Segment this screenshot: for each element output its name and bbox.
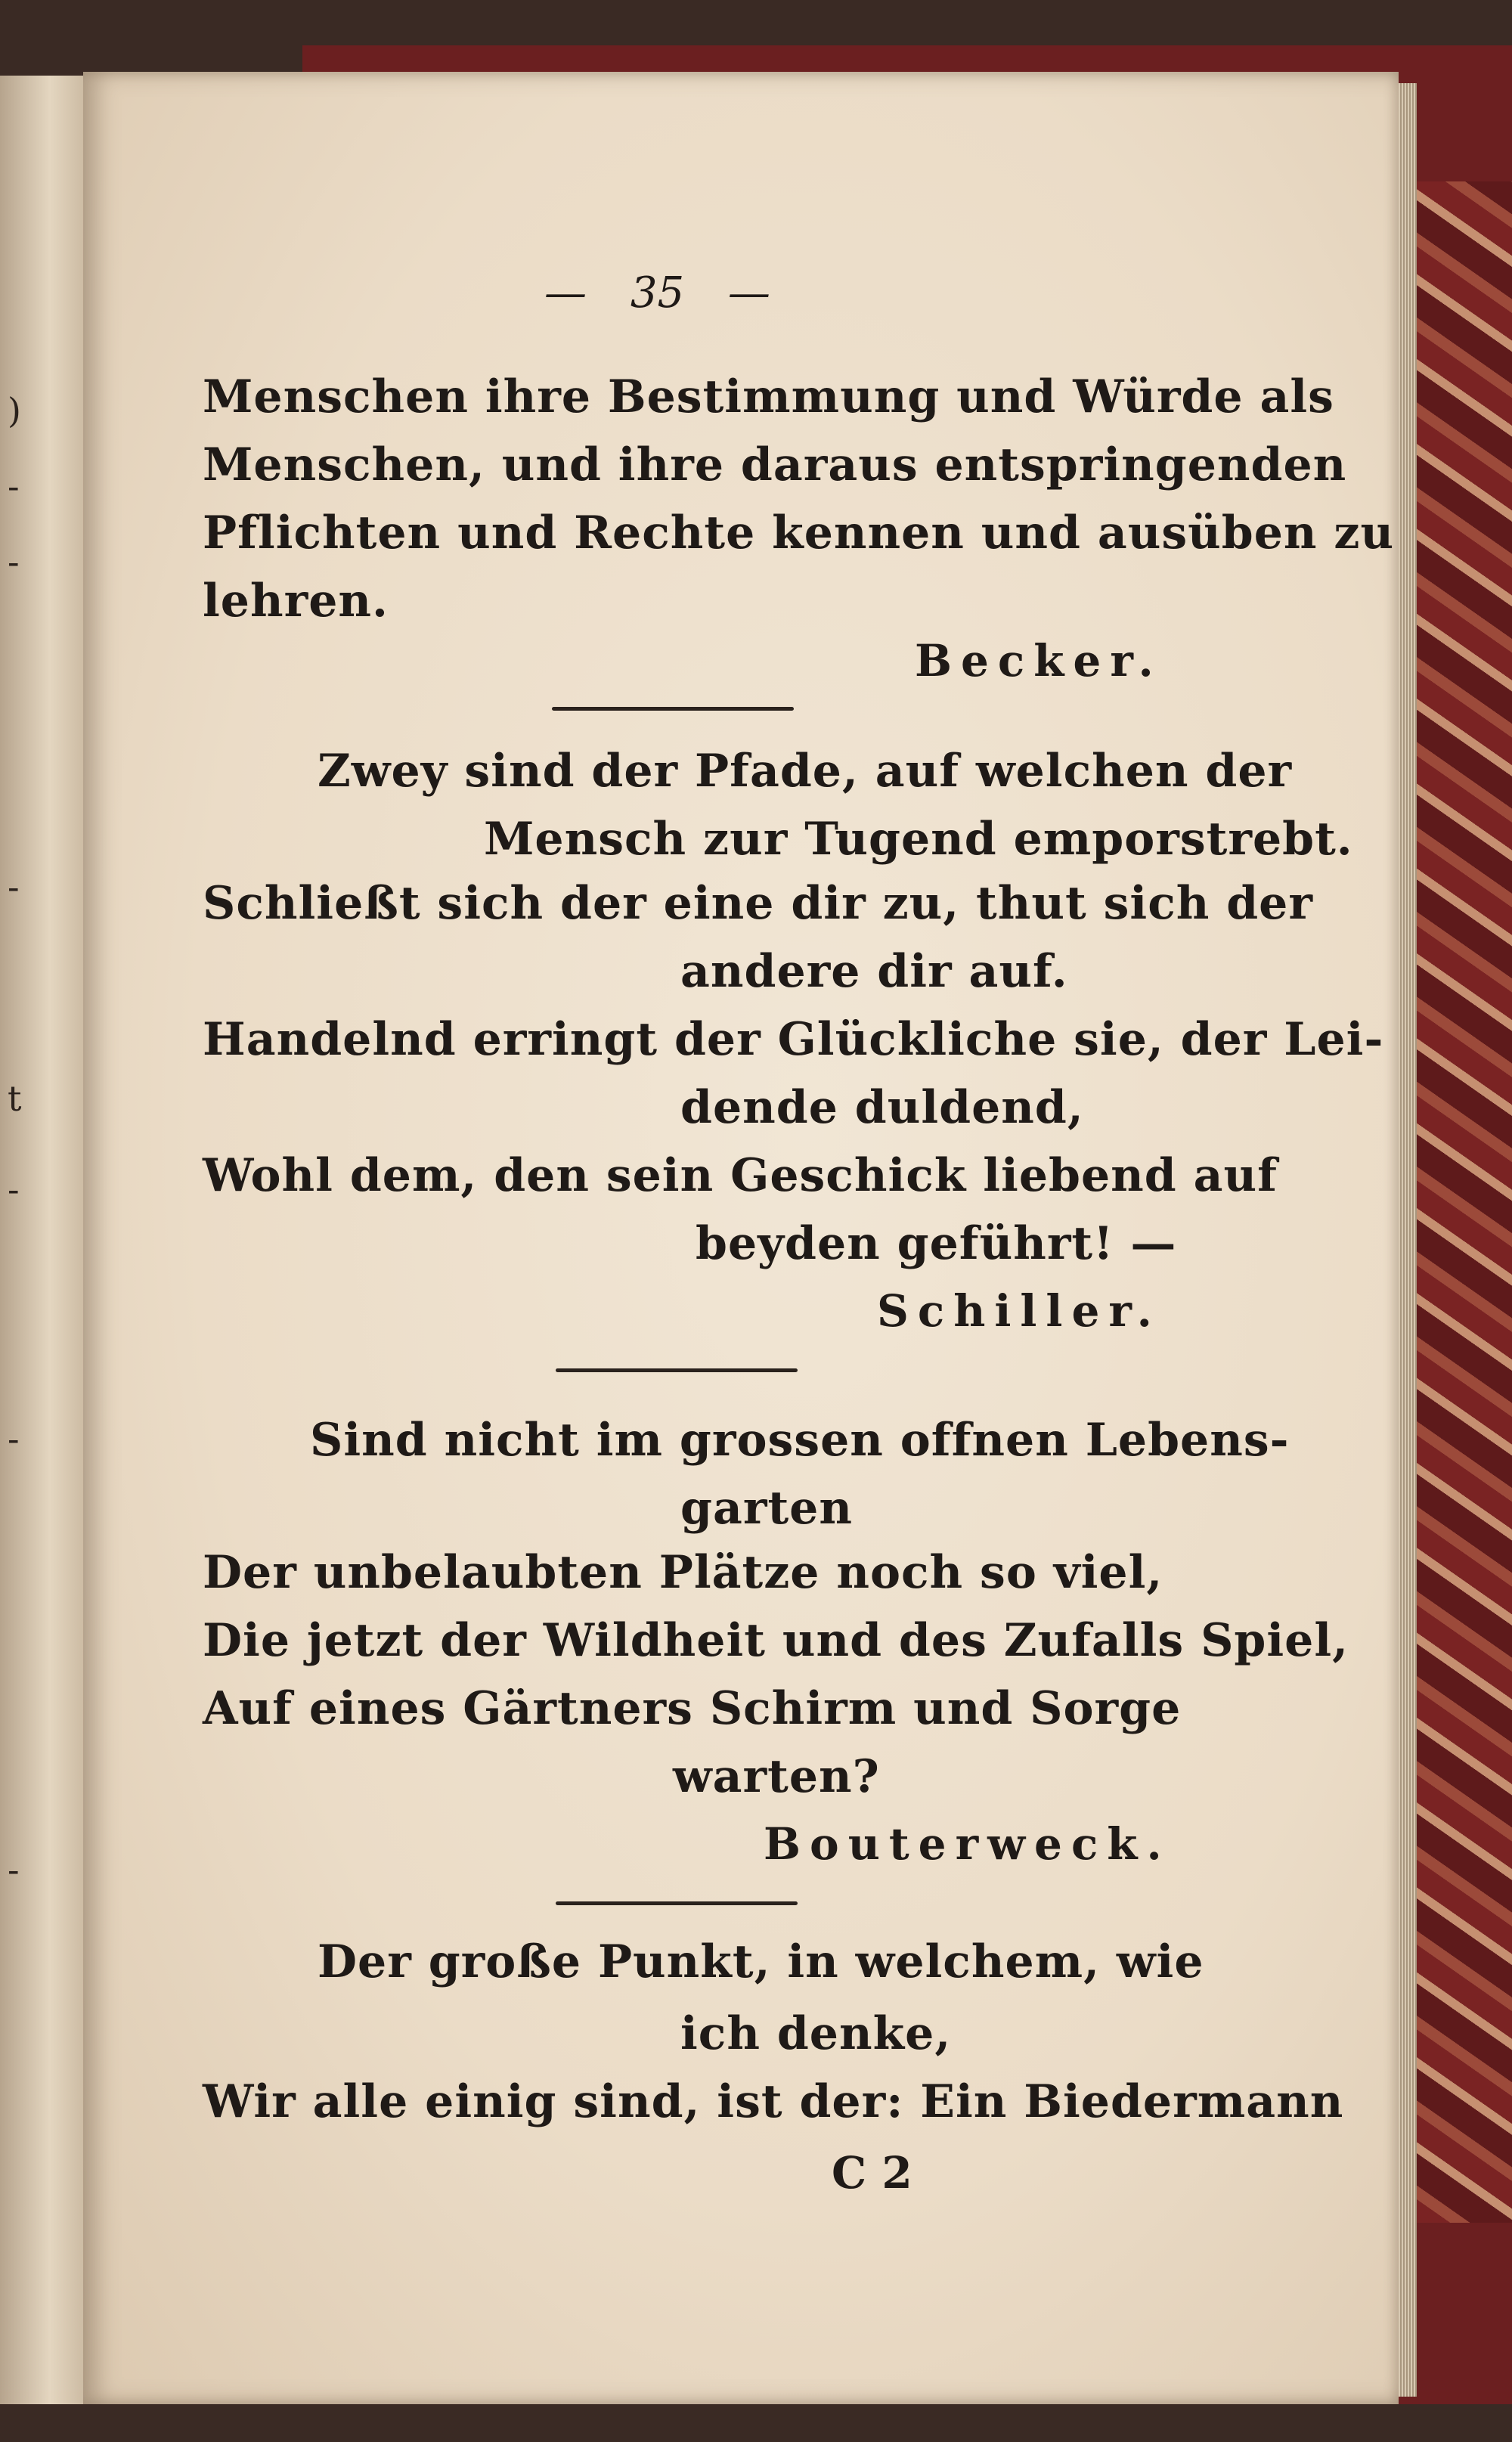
- quote-line: [203, 370, 1334, 423]
- verse-line: warten?: [673, 1750, 880, 1803]
- verse-line: Die jetzt der Wildheit und des Zufalls Spiel,: [203, 1614, 1349, 1667]
- signature-mark: C 2: [832, 2147, 912, 2199]
- quote-author: Schiller.: [877, 1285, 1161, 1337]
- margin-glyph: -: [8, 1849, 20, 1890]
- marbled-cover-edge: [1406, 181, 1512, 2223]
- verse-line: Auf eines Gärtners Schirm und Sorge: [203, 1682, 1182, 1735]
- header-dash-left: —: [544, 268, 587, 318]
- quote-line: Menschen, und ihre daraus entspringenden: [203, 439, 1347, 491]
- verse-line: Schließt sich der eine dir zu, thut sich der: [203, 877, 1313, 930]
- verse-line: Mensch zur Tugend emporstrebt.: [484, 813, 1353, 866]
- verse-line: dende duldend,: [680, 1081, 1084, 1134]
- verse-line: garten: [680, 1482, 853, 1535]
- verse-line: Zwey sind der Pfade, auf welchen der: [318, 745, 1293, 798]
- margin-glyph: t: [8, 1078, 22, 1119]
- verse-line: Wohl dem, den sein Geschick liebend auf: [203, 1149, 1278, 1202]
- margin-glyph: -: [8, 541, 20, 582]
- header-dash-right: —: [727, 268, 770, 318]
- page-number: 35: [630, 268, 685, 318]
- page-header: [544, 268, 770, 318]
- verse-line: Der unbelaubten Plätze noch so viel,: [203, 1546, 1163, 1599]
- quote-line: lehren.: [203, 575, 389, 628]
- section-divider: [556, 1368, 798, 1372]
- quote-author: Bouterweck.: [764, 1818, 1171, 1870]
- margin-glyph: -: [8, 1169, 20, 1210]
- section-divider: [556, 1901, 798, 1905]
- verse-line: andere dir auf.: [680, 945, 1068, 998]
- verse-line: Der große Punkt, in welchem, wie: [318, 1935, 1204, 1988]
- section-divider: [552, 707, 794, 711]
- verse-line: beyden geführt! —: [696, 1217, 1177, 1270]
- margin-glyph: ): [8, 390, 21, 431]
- previous-page-edge: [0, 76, 83, 2404]
- verse-line: ich denke,: [680, 2007, 952, 2060]
- margin-glyph: -: [8, 466, 20, 507]
- margin-glyph: -: [8, 1418, 20, 1459]
- verse-line: Handelnd erringt der Glückliche sie, der Lei-: [203, 1013, 1384, 1066]
- line-text: Menschen ihre Bestimmung und Würde als: [203, 370, 1334, 423]
- quote-line: Pflichten und Rechte kennen und ausüben zu: [203, 507, 1395, 559]
- margin-glyph: -: [8, 866, 20, 907]
- verse-line: Wir alle einig sind, ist der: Ein Biedermann: [203, 2075, 1344, 2128]
- page-stack-edge: [1399, 83, 1417, 2397]
- quote-author: Becker.: [915, 635, 1163, 686]
- verse-line: Sind nicht im grossen offnen Lebens-: [310, 1414, 1290, 1467]
